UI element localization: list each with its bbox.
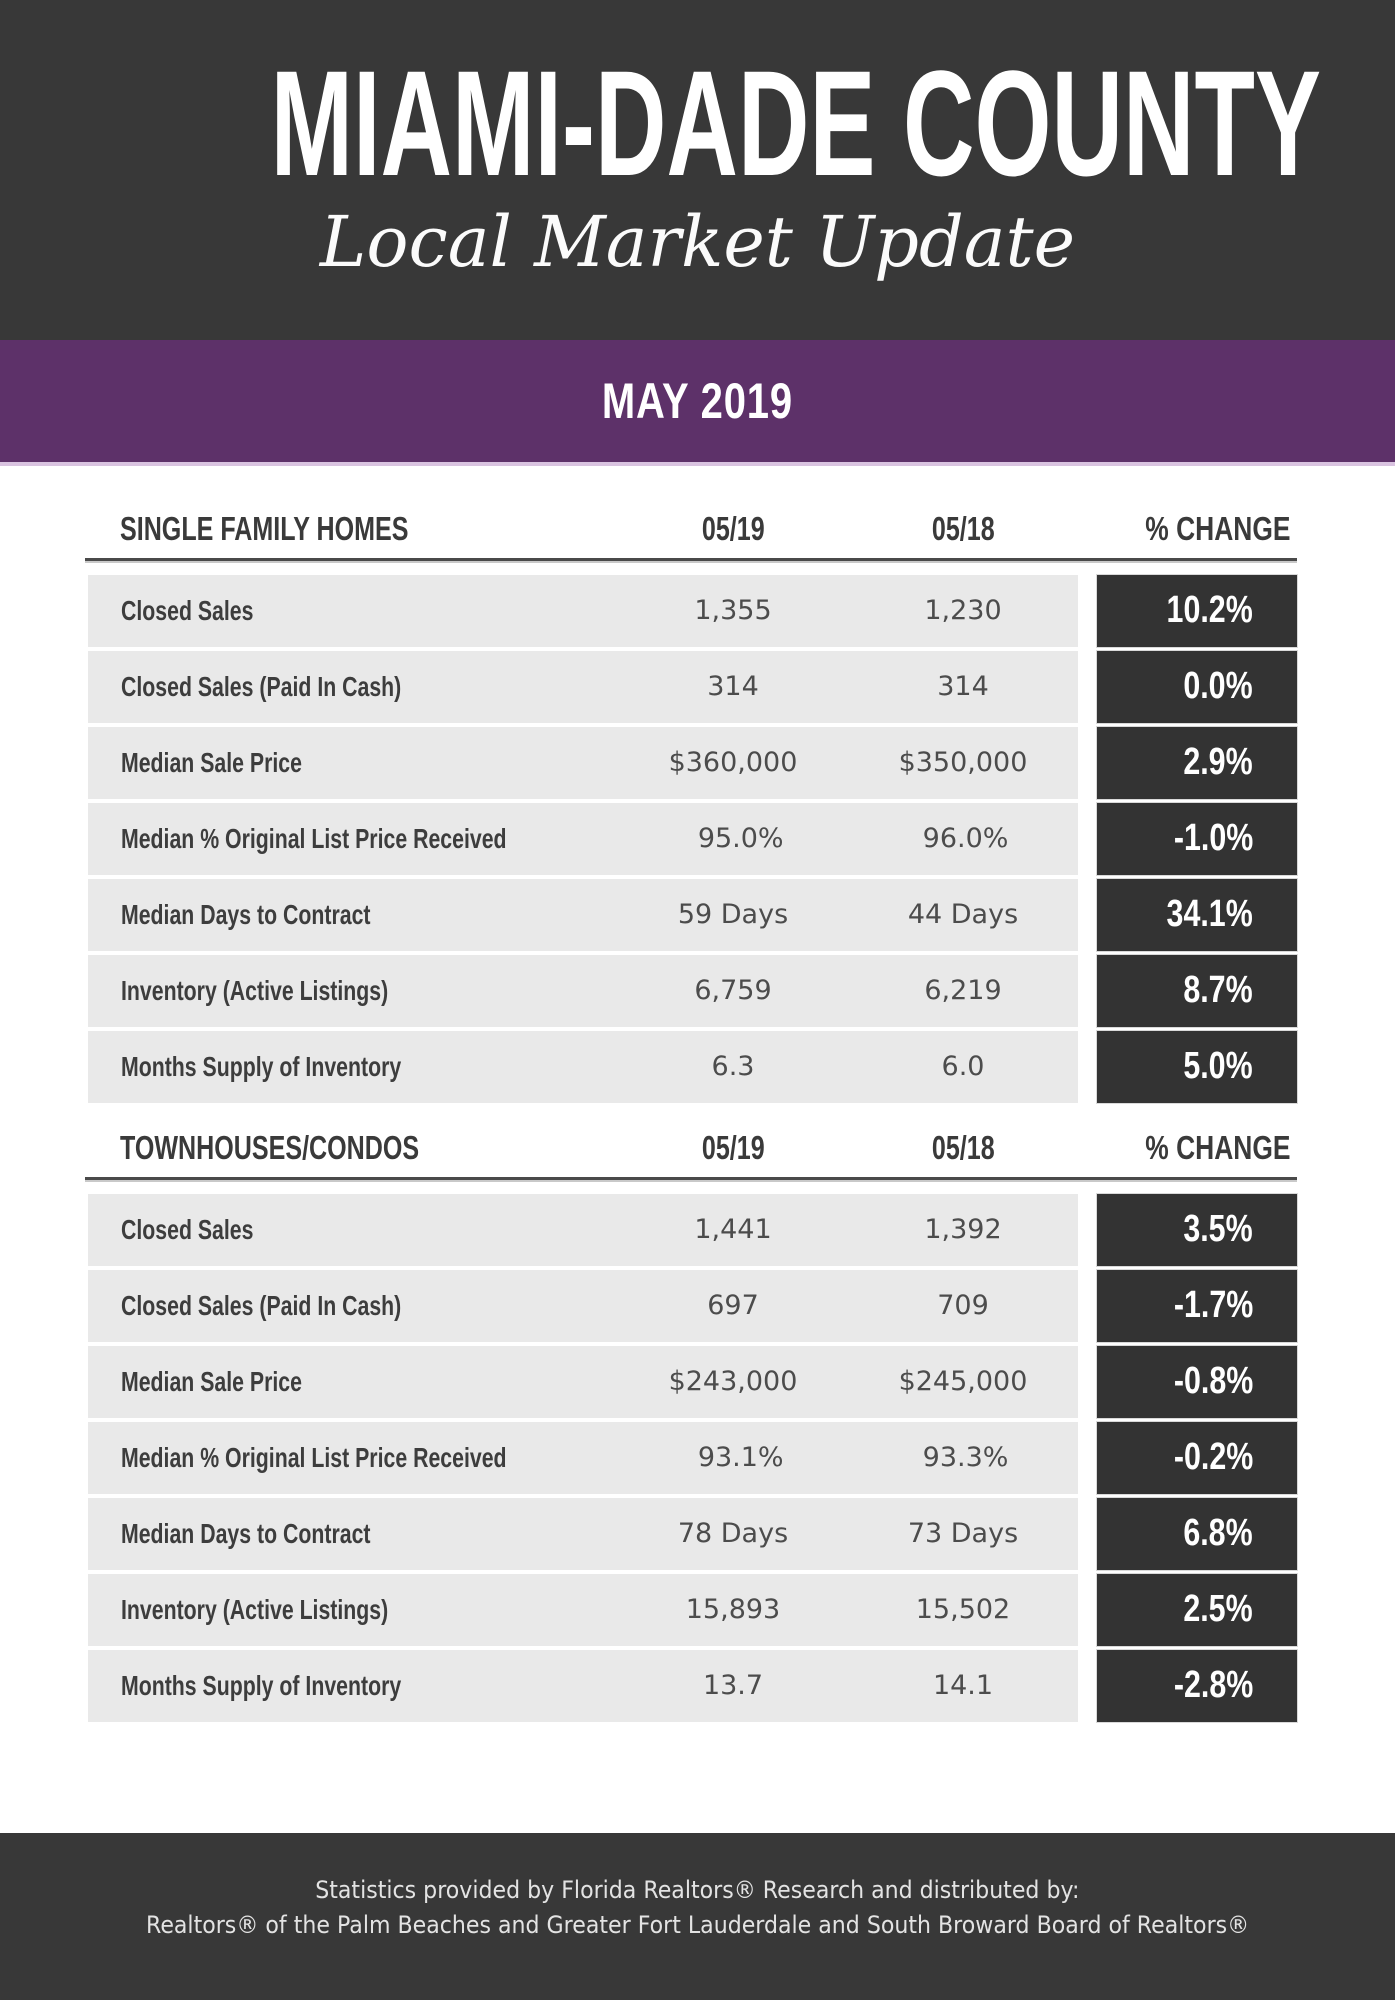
change-badge [1097,1422,1297,1494]
column-header-current [618,1129,848,1167]
metric-label [121,671,618,703]
change-value-text: -1.7% [1173,1284,1253,1327]
change-badge [1097,651,1297,723]
metric-label [121,1366,618,1398]
table-row [85,1346,1297,1418]
metric-label-text: Median % Original List Price Received [121,822,507,854]
table-row [85,1270,1297,1342]
change-value-text: -2.8% [1173,1664,1253,1707]
prior-value: 14.1 [932,1670,994,1702]
prior-value: 6.0 [941,1051,985,1083]
current-value: 697 [707,1290,759,1322]
metric-label-text: Months Supply of Inventory [121,1669,402,1701]
metric-label-text: Inventory (Active Listings) [121,974,389,1006]
column-header-prior-text: 05/18 [931,1128,995,1166]
metric-label-text: Closed Sales [121,594,254,626]
section-title-text: TOWNHOUSES/CONDOS [120,1128,420,1166]
change-value [1154,1664,1253,1707]
metric-label [121,1051,618,1083]
table-header-townhouses [85,1129,1297,1167]
period-label [578,372,817,430]
table-row [85,727,1297,799]
metric-label [121,1290,618,1322]
change-value [1154,1284,1253,1327]
prior-value: 15,502 [915,1594,1011,1626]
change-value [1166,969,1253,1012]
metric-row-bar [88,1422,1078,1494]
current-value: 6,759 [694,975,772,1007]
change-badge [1097,1031,1297,1103]
change-badge [1097,1498,1297,1570]
metric-row-bar [88,1270,1078,1342]
current-value: 13.7 [702,1670,764,1702]
report-title-text: MIAMI-DADE COUNTY [270,39,1321,207]
metric-row-bar [88,1346,1078,1418]
column-header-prior-text: 05/18 [931,510,995,547]
masthead [0,0,1395,340]
section-single-family-homes [85,510,1297,1103]
change-value-text: 2.9% [1183,741,1253,784]
metric-row-bar [88,1498,1078,1570]
column-header-prior [848,510,1078,548]
footer-attribution-line1 [282,1873,1113,1908]
table-row [85,879,1297,951]
change-value-text: 5.0% [1183,1045,1253,1088]
metric-label-text: Median Sale Price [121,1365,302,1397]
period-label-text: MAY 2019 [602,373,793,429]
change-value-text: 2.5% [1183,1588,1253,1631]
metric-label-text: Months Supply of Inventory [121,1050,402,1082]
table-row [85,1422,1297,1494]
metric-row-bar [88,1650,1078,1722]
current-value: 15,893 [685,1594,781,1626]
metric-row-bar [88,879,1078,951]
metric-row-bar [88,1574,1078,1646]
current-value: 59 Days [677,899,789,931]
metric-row-bar [88,727,1078,799]
current-value: 1,441 [694,1214,772,1246]
change-value-text: 10.2% [1166,589,1253,632]
metric-label [121,823,628,855]
column-header-current-text: 05/19 [701,1128,765,1166]
table-row [85,1650,1297,1722]
current-value: 78 Days [677,1518,789,1550]
table-row [85,1031,1297,1103]
prior-value: 93.3% [922,1442,1009,1474]
change-value-text: 34.1% [1166,893,1253,936]
table-row [85,1574,1297,1646]
change-value [1145,893,1253,936]
metric-label [121,1518,618,1550]
current-value: 314 [707,671,759,703]
change-badge [1097,1194,1297,1266]
table-row [85,955,1297,1027]
change-value [1166,1208,1253,1251]
metric-label-text: Median % Original List Price Received [121,1441,507,1473]
table-row [85,1194,1297,1266]
table-row [85,651,1297,723]
metric-label [121,1442,628,1474]
metric-label-text: Closed Sales [121,1213,254,1245]
metric-label-text: Median Days to Contract [121,898,371,930]
prior-value: 73 Days [907,1518,1019,1550]
metric-label-text: Median Days to Contract [121,1517,371,1549]
column-header-current-text: 05/19 [701,510,765,547]
metric-row-bar [88,575,1078,647]
metric-label-text: Median Sale Price [121,746,302,778]
change-badge [1097,727,1297,799]
change-value-text: -1.0% [1173,817,1253,860]
section-title [120,510,618,548]
metric-row-bar [88,803,1078,875]
change-badge [1097,955,1297,1027]
metric-label [121,899,618,931]
footer-attribution-line2-text: Realtors® of the Palm Beaches and Greater Fort Lauderdale and South Broward Board of Realtors® [145,1910,1250,1939]
metric-row-bar [88,1194,1078,1266]
change-value [1154,817,1253,860]
change-value [1166,1512,1253,1555]
table-row [85,575,1297,647]
change-value [1166,741,1253,784]
prior-value: $350,000 [898,747,1028,779]
change-badge [1097,803,1297,875]
section-townhouses-condos [85,1129,1297,1722]
change-value-text: 3.5% [1183,1208,1253,1251]
current-value: $360,000 [668,747,798,779]
metric-row-bar [88,955,1078,1027]
section-title-text: SINGLE FAMILY HOMES [120,510,409,547]
current-value: 95.0% [697,823,784,855]
change-value [1145,589,1253,632]
report-title [0,0,1395,207]
metric-label [121,975,618,1007]
current-value: 6.3 [711,1051,755,1083]
prior-value: 1,392 [924,1214,1002,1246]
metric-label-text: Closed Sales (Paid In Cash) [121,1289,402,1321]
change-value [1166,1588,1253,1631]
change-value-text: 8.7% [1183,969,1253,1012]
change-badge [1097,1574,1297,1646]
table-header-single-family [85,510,1297,548]
column-header-change-text: % CHANGE [1145,510,1291,547]
prior-value: 709 [937,1290,989,1322]
change-value-text: -0.8% [1173,1360,1253,1403]
column-header-change [1097,510,1297,548]
change-badge [1097,879,1297,951]
column-header-current [618,510,848,548]
change-value-text: -0.2% [1173,1436,1253,1479]
header-rule [85,558,1297,561]
metric-label [121,747,618,779]
footer [0,1833,1395,2000]
column-header-prior [848,1129,1078,1167]
metric-label [121,1214,618,1246]
table-row [85,1498,1297,1570]
report-subtitle: Local Market Update [319,201,1076,283]
change-badge [1097,1346,1297,1418]
change-value [1154,1360,1253,1403]
metric-label [121,1594,618,1626]
change-badge [1097,1270,1297,1342]
metric-row-bar [88,1031,1078,1103]
metric-row-bar [88,651,1078,723]
prior-value: 1,230 [924,595,1002,627]
period-banner [0,340,1395,466]
prior-value: 44 Days [907,899,1019,931]
column-header-change-text: % CHANGE [1145,1128,1291,1166]
current-value: 93.1% [697,1442,784,1474]
prior-value: 314 [937,671,989,703]
change-value [1154,1436,1253,1479]
column-header-change [1097,1129,1297,1167]
prior-value: 6,219 [924,975,1002,1007]
header-rule [85,1177,1297,1180]
change-value-text: 0.0% [1183,665,1253,708]
metric-label-text: Inventory (Active Listings) [121,1593,389,1625]
table-rows-single-family [85,575,1297,1103]
section-title [120,1129,618,1167]
change-value [1166,1045,1253,1088]
report-body [0,466,1395,1722]
change-badge [1097,575,1297,647]
prior-value: $245,000 [898,1366,1028,1398]
current-value: 1,355 [694,595,772,627]
change-value-text: 6.8% [1183,1512,1253,1555]
table-row [85,803,1297,875]
current-value: $243,000 [668,1366,798,1398]
metric-label [121,1670,618,1702]
table-rows-townhouses [85,1194,1297,1722]
footer-attribution-line2 [98,1908,1297,1943]
metric-label [121,595,618,627]
change-badge [1097,1650,1297,1722]
metric-label-text: Closed Sales (Paid In Cash) [121,670,402,702]
change-value [1166,665,1253,708]
footer-attribution-line1-text: Statistics provided by Florida Realtors® Research and distributed by: [315,1875,1080,1904]
prior-value: 96.0% [922,823,1009,855]
